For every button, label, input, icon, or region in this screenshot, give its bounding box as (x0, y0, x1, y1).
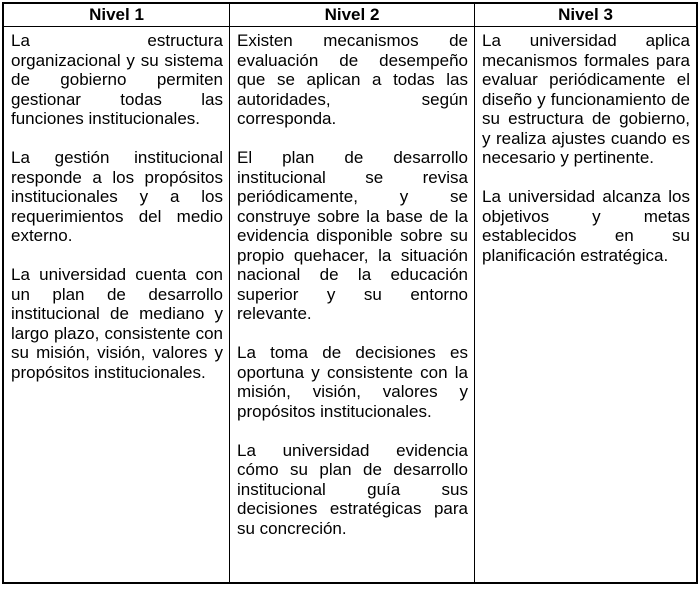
criteria-paragraph: La universidad alcanza los objetivos y metas establecidos en su planificación estratégica. (482, 187, 690, 265)
column-body-nivel-2 (230, 27, 474, 582)
column-body-nivel-3 (475, 27, 696, 582)
criteria-paragraph: La universidad cuenta con un plan de desarrollo institucional de mediano y largo plazo, consistente con su misión, visión, valores y propósitos institucionales. (11, 265, 223, 382)
column-header-nivel-2: Nivel 2 (230, 4, 474, 27)
criteria-paragraph: Existen mecanismos de evaluación de desempeño que se aplican a todas las autoridades, según corresponda. (237, 31, 468, 128)
levels-criteria-table (2, 2, 698, 584)
column-nivel-1 (4, 4, 230, 582)
criteria-paragraph: La toma de decisiones es oportuna y consistente con la misión, visión, valores y propósitos institucionales. (237, 343, 468, 421)
column-header-nivel-1: Nivel 1 (4, 4, 229, 27)
criteria-paragraph: La estructura organizacional y su sistema de gobierno permiten gestionar todas las funciones institucionales. (11, 31, 223, 128)
criteria-paragraph: La universidad evidencia cómo su plan de desarrollo institucional guía sus decisiones estratégicas para su concreción. (237, 440, 468, 538)
column-body-nivel-1 (4, 27, 229, 582)
criteria-paragraph: El plan de desarrollo institucional se revisa periódicamente, y se construye sobre la base de la evidencia disponible sobre su propio quehacer, la situación nacional de la educación superior y su entorno relevante. (237, 148, 468, 323)
column-nivel-2 (230, 4, 475, 582)
criteria-paragraph: La gestión institucional responde a los propósitos institucionales y a los requerimientos del medio externo. (11, 148, 223, 245)
column-header-nivel-3: Nivel 3 (475, 4, 696, 27)
criteria-paragraph: La universidad aplica mecanismos formales para evaluar periódicamente el diseño y funcionamiento de su estructura de gobierno, y realiza ajustes cuando es necesario y pertinente. (482, 31, 690, 167)
column-nivel-3 (475, 4, 696, 582)
